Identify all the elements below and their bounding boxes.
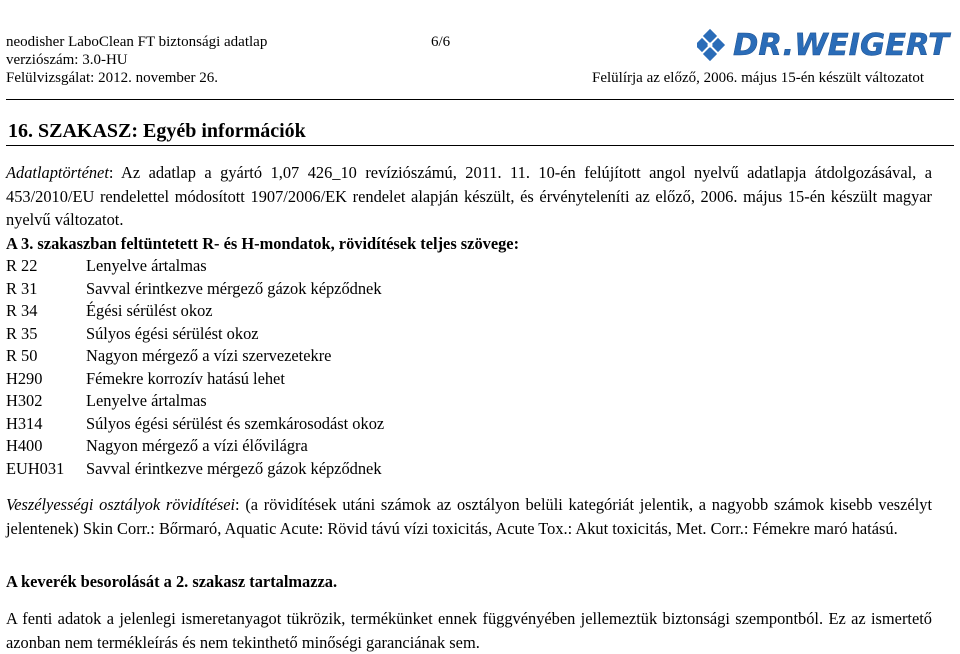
phrase-code: EUH031: [6, 458, 65, 478]
phrase-code: R 50: [6, 346, 38, 365]
hazard-classes: [6, 493, 932, 540]
phrase-code: H290: [6, 368, 43, 388]
phrase-code: H302: [6, 391, 43, 410]
phrase-code: H400: [6, 436, 43, 455]
revision-history-text: : Az adatlap a gyártó 1,07 426_10 revíziószámú, 2011. 11. 10-én felújított angol nyelvű adatlapja átdolgozásával, a 453/2010/EU rendelettel módosított 1907/2006/EK rendelet alapján készült, és érvényteleníti az előző, 2006. május 15-én készült magyar nyelvű változatot.: [6, 163, 932, 229]
list-item: [6, 390, 384, 413]
revision-history-label: Adatlaptörténet: [6, 163, 109, 182]
phrase-code: R 35: [6, 323, 38, 343]
section-title: 16. SZAKASZ: Egyéb információk: [8, 120, 306, 142]
phrase-text: Fémekre korrozív hatású lehet: [86, 368, 285, 388]
phrase-code: H314: [6, 413, 43, 433]
header-rule: [6, 99, 954, 100]
list-item: [6, 458, 384, 481]
phrase-text: Égési sérülést okoz: [86, 301, 213, 320]
list-item: [6, 413, 384, 436]
list-item: [6, 323, 384, 346]
logo-text: DR.WEIGERT: [733, 28, 952, 63]
phrase-text: Súlyos égési sérülést okoz: [86, 323, 259, 343]
phrase-code: R 31: [6, 278, 38, 298]
header-review-date: Felülvizsgálat: 2012. november 26.: [6, 70, 219, 86]
header-page-number: 6/6: [431, 34, 451, 50]
list-item: [6, 300, 384, 323]
hazard-classes-label: Veszélyességi osztályok rövidítései: [6, 495, 236, 514]
header-product-line: neodisher LaboClean FT biztonsági adatlap: [6, 34, 268, 50]
phrase-text: Lenyelve ártalmas: [86, 391, 207, 410]
list-item: [6, 278, 384, 301]
phrase-text: Nagyon mérgező a vízi szervezetekre: [86, 346, 332, 365]
revision-history: [6, 161, 932, 232]
list-item: [6, 368, 384, 391]
phrase-code: R 34: [6, 301, 38, 320]
phrase-text: Súlyos égési sérülést és szemkárosodást okoz: [86, 413, 385, 433]
phrase-text: Nagyon mérgező a vízi élővilágra: [86, 436, 308, 455]
header-supersedes: Felülírja az előző, 2006. május 15-én készült változatot: [592, 70, 924, 86]
phrase-text: Lenyelve ártalmas: [86, 256, 207, 275]
abbreviations-heading: A 3. szakaszban feltüntetett R- és H-mondatok, rövidítések teljes szövege:: [6, 234, 520, 253]
phrase-code: R 22: [6, 256, 38, 275]
phrase-list: [6, 255, 384, 480]
disclaimer: A fenti adatok a jelenlegi ismeretanyagot tükrözik, termékünket ennek függvényében jellemeztük biztonsági szempontból. Ez az ismertető azonban nem termékleírás és nem tekinthető minőségi garanciának sem.: [6, 609, 932, 652]
phrase-text: Savval érintkezve mérgező gázok képződnek: [86, 278, 382, 298]
section-rule: [6, 145, 954, 146]
hazard-classes-text: : (a rövidítések utáni számok az osztályon belüli kategóriát jelentik, a nagyobb számok kisebb veszélyt jelentenek) Skin Corr.: Bőrmaró, Aquatic Acute: Rövid távú vízi toxicitás, Acute Tox.: Akut toxicitás, Met. Corr.: Fémekre maró hatású.: [6, 495, 932, 538]
logo-emblem-icon: [697, 29, 725, 61]
dr-weigert-logo: [697, 28, 953, 72]
list-item: [6, 435, 384, 458]
phrase-text: Savval érintkezve mérgező gázok képződnek: [86, 458, 382, 478]
mixture-note: A keverék besorolását a 2. szakasz tartalmazza.: [6, 572, 338, 591]
header-version: verziószám: 3.0-HU: [6, 52, 128, 68]
list-item: [6, 255, 384, 278]
list-item: [6, 345, 384, 368]
